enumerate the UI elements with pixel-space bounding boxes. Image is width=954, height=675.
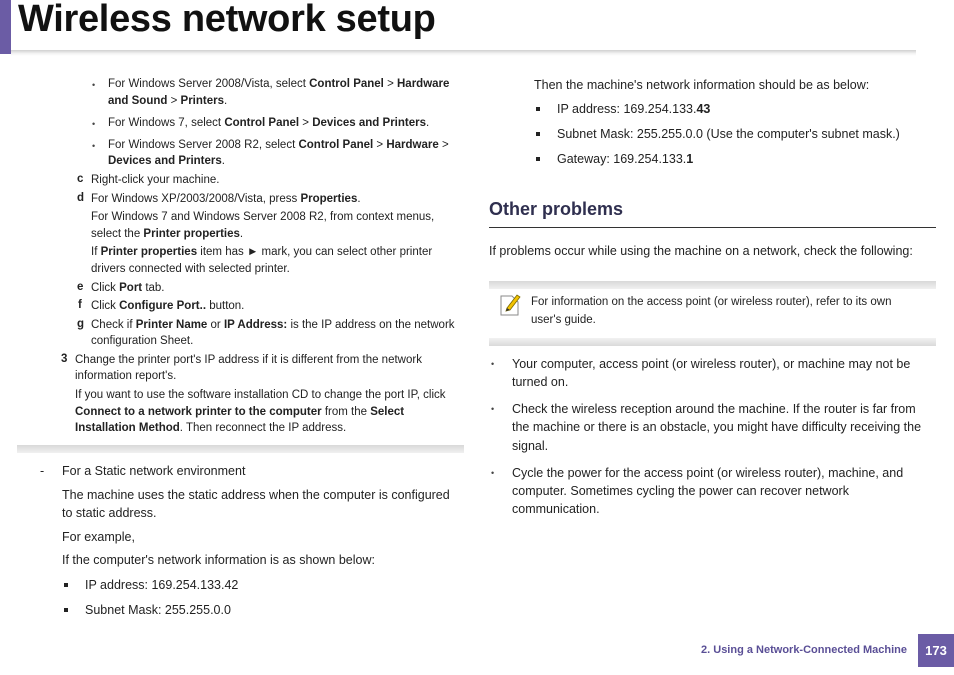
note-box-bottom-rule [489,338,936,346]
machine-info-intro: Then the machine's network information should be as below: [534,78,870,92]
note-text-line1: For information on the access point (or wireless router), refer to its own [531,296,892,308]
list-item-windows7: For Windows 7, select Control Panel > Devices and Printers. [108,117,430,129]
step-g-line2: configuration Sheet. [91,335,194,347]
problem-item-2-line3: signal. [512,439,549,453]
step-c-text: Right-click your machine. [91,174,220,186]
step-letter-e: e [77,281,84,293]
problem-item-3-line1: Cycle the power for the access point (or wireless router), machine, and [512,466,904,480]
square-bullet [536,107,540,111]
other-problems-lead: If problems occur while using the machine on a network, check the following: [489,244,913,258]
problem-item-3-line3: communication. [512,502,600,516]
bullet-dot: • [92,80,96,90]
square-bullet [536,157,540,161]
step-f-text: Click Configure Port.. button. [91,300,245,312]
step-e-text: Click Port tab. [91,282,165,294]
step-number-3: 3 [61,353,68,365]
step-d-line5: drivers connected with selected printer. [91,263,290,275]
problem-item-1-line1: Your computer, access point (or wireless router), or machine may not be [512,357,911,371]
list-item-server2008r2-cont: Devices and Printers. [108,155,225,167]
computer-ip-address: IP address: 169.254.133.42 [85,578,239,592]
note-text-line2: user's guide. [531,314,596,326]
title-divider [11,50,916,56]
machine-ip-address: IP address: 169.254.133.43 [557,102,711,116]
list-item-server2008r2: For Windows Server 2008 R2, select Control Panel > Hardware > [108,139,449,151]
section-divider [17,445,464,453]
note-box-top-rule [489,281,936,289]
page-title: Wireless network setup [18,0,436,40]
static-desc-line2: to static address. [62,506,157,520]
step3-line2: information report's. [75,370,177,382]
step-letter-d: d [77,192,85,204]
step3-line4: Connect to a network printer to the computer from the Select [75,406,405,418]
bullet-dot: • [491,359,495,369]
problem-item-1-line2: turned on. [512,375,569,389]
dash-marker: - [40,464,45,478]
computer-subnet-mask: Subnet Mask: 255.255.0.0 [85,603,231,617]
problem-item-2-line1: Check the wireless reception around the machine. If the router is far from [512,402,916,416]
page-number-badge: 173 [918,634,954,667]
heading-underline [489,227,936,228]
step-g-line1: Check if Printer Name or IP Address: is the IP address on the network [91,319,455,331]
step-letter-g: g [77,318,85,330]
step3-line3: If you want to use the software installation CD to change the port IP, click [75,389,446,401]
problem-item-2-line2: the machine or there is an obstacle, you might have difficulty receiving the [512,420,922,434]
step-d-line4: If Printer properties item has ► mark, you can select other printer [91,246,433,258]
step-letter-f: f [78,299,82,311]
bullet-dot: • [491,468,495,478]
example-label: For example, [62,530,135,544]
step-d-line3: select the Printer properties. [91,228,244,240]
square-bullet [64,583,68,587]
bullet-dot: • [92,141,96,151]
section-heading-other-problems: Other problems [489,199,624,219]
static-desc-line1: The machine uses the static address when the computer is configured [62,488,450,502]
problem-item-3-line2: computer. Sometimes cycling the power can recover network [512,484,849,498]
square-bullet [64,608,68,612]
step-d-line1: For Windows XP/2003/2008/Vista, press Properties. [91,193,361,205]
note-pencil-icon [498,292,522,318]
title-accent-bar [0,0,11,54]
list-item-server2008-vista: For Windows Server 2008/Vista, select Control Panel > Hardware [108,78,450,90]
step-letter-c: c [77,173,84,185]
bullet-dot: • [92,119,96,129]
step3-line1: Change the printer port's IP address if it is different from the network [75,354,422,366]
step-d-line2: For Windows 7 and Windows Server 2008 R2, from context menus, [91,211,435,223]
square-bullet [536,132,540,136]
bullet-dot: • [491,404,495,414]
machine-gateway: Gateway: 169.254.133.1 [557,152,694,166]
step3-line5: Installation Method. Then reconnect the IP address. [75,422,347,434]
list-item-server2008-vista-cont: and Sound > Printers. [108,95,228,107]
static-network-label: For a Static network environment [62,464,246,478]
footer-chapter-link[interactable]: 2. Using a Network-Connected Machine [701,644,907,656]
machine-subnet-mask: Subnet Mask: 255.255.0.0 (Use the computer's subnet mask.) [557,127,900,141]
computer-info-intro: If the computer's network information is as shown below: [62,553,375,567]
